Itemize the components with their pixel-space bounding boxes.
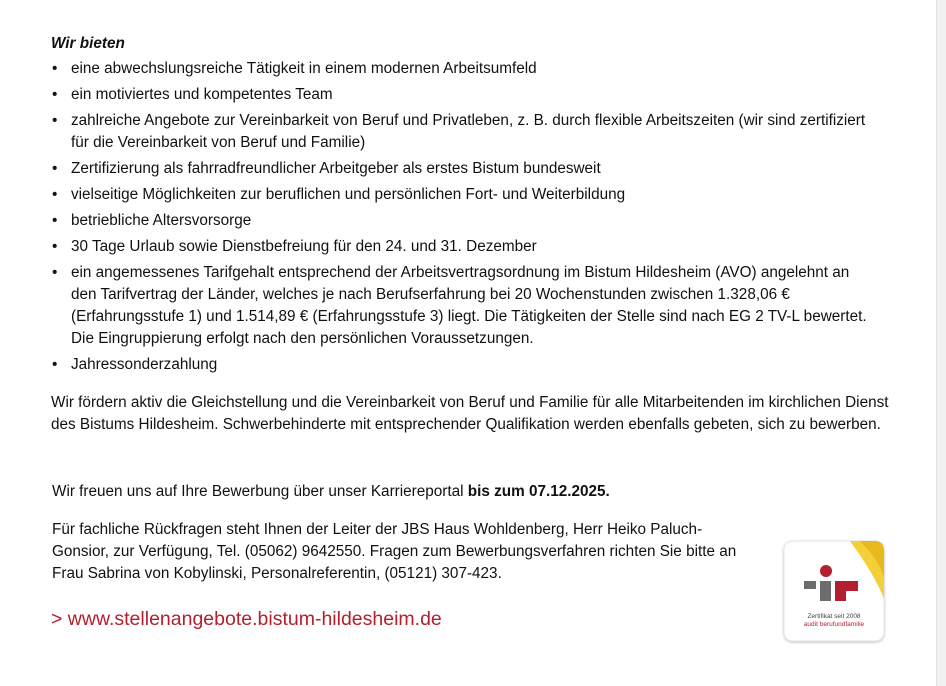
list-item: • Jahressonderzahlung xyxy=(51,354,901,376)
certificate-label-2: audit berufundfamilie xyxy=(803,621,865,628)
list-item: • ein angemessenes Tarifgehalt entsprechend der Arbeitsvertragsordnung im Bistum Hildesheim (AVO) angelehnt an den Tarifvertrag der Länder, welches je nach Berufserfahrung bei 20 Wochenstunden zwischen 1.328,06 € (Erfahrungsstufe 1) und 1.514,89 € (Erfahrungsstufe 3) liegt. Die Tätigkeiten der Stelle sind nach EG 2 TV-L bewertet. Die Eingruppierung erfolgt nach den persönlichen Voraussetzungen. xyxy=(51,262,901,350)
list-item: • Zertifizierung als fahrradfreundlicher Arbeitgeber als erstes Bistum bundesweit xyxy=(51,158,901,180)
application-paragraph xyxy=(52,481,901,503)
certificate-label-1: Zertifikat seit 2008 xyxy=(807,613,861,620)
list-item: • eine abwechslungsreiche Tätigkeit in einem modernen Arbeitsumfeld xyxy=(51,58,901,80)
job-ad-content xyxy=(51,33,901,632)
list-item: • ein motiviertes und kompetentes Team xyxy=(51,84,901,106)
list-item: • betriebliche Altersvorsorge xyxy=(51,210,901,232)
offer-heading: Wir bieten xyxy=(51,35,125,52)
list-item: • zahlreiche Angebote zur Vereinbarkeit von Beruf und Privatleben, z. B. durch flexible Arbeitszeiten (wir sind zertifiziert für die Vereinbarkeit von Beruf und Familie) xyxy=(51,110,901,154)
vertical-scrollbar[interactable] xyxy=(936,0,946,686)
contact-paragraph: Für fachliche Rückfragen steht Ihnen der Leiter der JBS Haus Wohldenberg, Herr Heiko Paluch-Gonsior, zur Verfügung, Tel. (05062) 9642550. Fragen zum Bewerbungsverfahren richten Sie bitte an Frau Sabrina von Kobylinski, Personalreferentin, (05121) 307-423. xyxy=(52,521,737,582)
equality-paragraph: Wir fördern aktiv die Gleichstellung und die Vereinbarkeit von Beruf und Familie für alle Mitarbeitenden im kirchlichen Dienst des Bistums Hildesheim. Schwerbehinderte mit entsprechender Qualifikation werden ebenfalls gebeten, sich zu bewerben. xyxy=(51,394,889,433)
list-item: • 30 Tage Urlaub sowie Dienstbefreiung für den 24. und 31. Dezember xyxy=(51,236,901,258)
application-deadline: bis zum 07.12.2025. xyxy=(467,483,610,500)
offer-list xyxy=(51,58,901,376)
career-portal-link[interactable]: > www.stellenangebote.bistum-hildesheim.de xyxy=(51,608,442,630)
certificate-seal xyxy=(780,537,888,645)
list-item: • vielseitige Möglichkeiten zur beruflichen und persönlichen Fort- und Weiterbildung xyxy=(51,184,901,206)
application-text: Wir freuen uns auf Ihre Bewerbung über unser Karriereportal xyxy=(52,483,468,500)
